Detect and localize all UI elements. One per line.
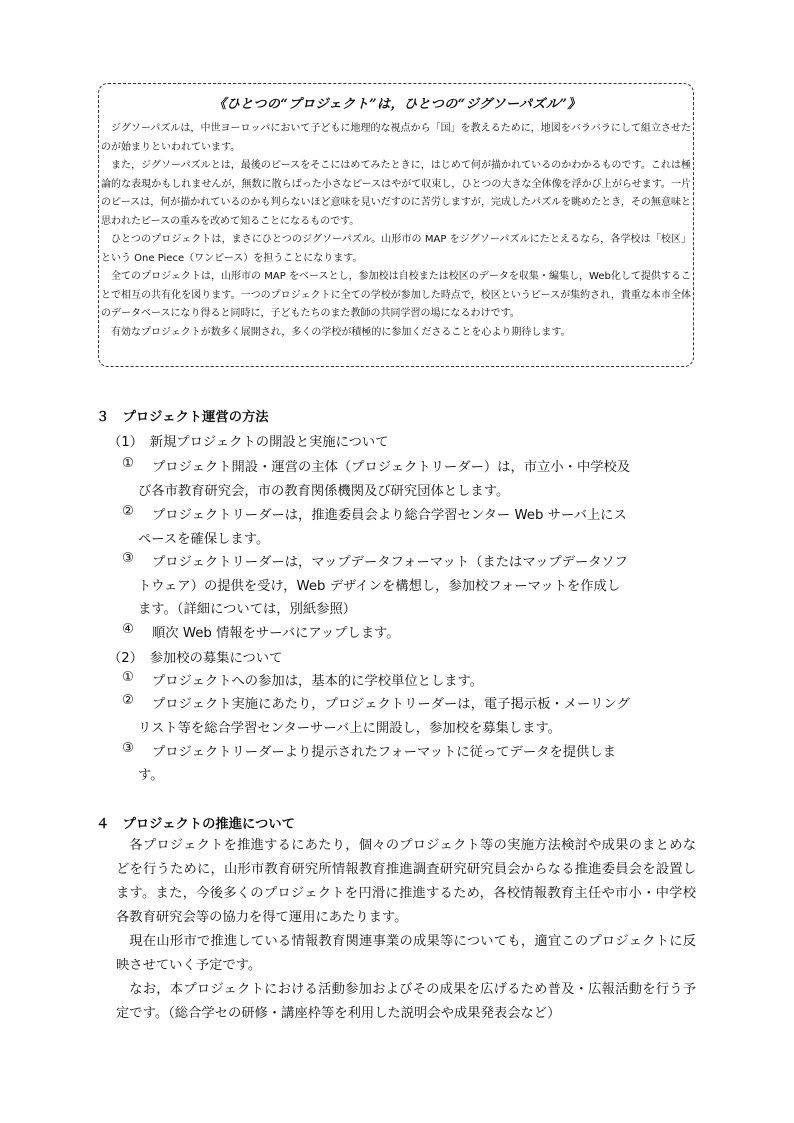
item-number: ③ [122,551,134,566]
item-number: ① [122,456,134,471]
item-text: プロジェクト実施にあたり，プロジェクトリーダーは，電子掲示板・メーリング [152,697,630,712]
item-text: ます。（詳細については，別紙参照） [138,602,357,617]
item-text: プロジェクトリーダーは，マップデータフォーマット（またはマップデータソフ [152,555,628,570]
intro-box-text [101,120,691,342]
intro-paragraph: 有効なプロジェクトが数多く展開され，多くの学校が積極的に参加くださることを心より期待します。 [111,326,571,338]
item-number: ① [122,670,134,685]
item-text: す。 [138,768,164,783]
body-paragraph: 現在山形市で推進している情報教育関連事業の成果等についても，適宜このプロジェクトに反映させていく予定です。 [116,934,696,973]
body-paragraph: なお，本プロジェクトにおける活動参加およびその成果を広げるため普及・広報活動を行う予定です。（総合学セの研修・講座枠等を利用した説明会や成果発表会など） [116,982,696,1021]
item-text: リスト等を総合学習センターサーバ上に開設し，参加校を募集します。 [138,721,561,736]
item-text: 順次 Web 情報をサーバにアップします。 [152,626,400,641]
body-paragraph: 各プロジェクトを推進するにあたり，個々のプロジェクト等の実施方法検討や成果のまとめなどを行うために，山形市教育研究所情報教育推進調査研究研究員会からなる推進委員会を設置します。また，今後多くのプロジェクトを円滑に推進するため，各校情報教育主任や市小・中学校各教育研究会等の協力を得て運用にあたります。 [116,838,696,925]
item-number: ④ [122,622,134,637]
item-text: トウェア）の提供を受け，Web デザインを構想し，参加校フォーマットを作成し [138,579,621,594]
item-text: ペースを確保します。 [138,532,270,547]
item-number: ② [122,504,134,519]
item-text: プロジェクトリーダーは，推進委員会より総合学習センター Web サーバ上にス [152,508,627,523]
intro-paragraph: ジグソーパズルは，中世ヨーロッパにおいて子どもに地理的な視点から「国」を教えるために，地図をバラバラにして組立させたのが始まりといわれています。 [101,123,691,153]
intro-paragraph: 全てのプロジェクトは，山形市の MAP をベースとし，参加校は自校または校区のデータを収集・編集し，Web化して提供することで相互の共有化を図ります。一つのプロジェクトに全ての学校が参加した時点で，校区というピースが集約され，貴重な本市全体のデータベースになり得ると同時に，子どもたちのまた教師の共同学習の場になるわけです。 [101,271,691,319]
item-number: ② [122,693,134,708]
section-3-heading: ３ プロジェクト運営の方法 [96,410,269,425]
section-4-heading: ４ プロジェクトの推進について [96,817,295,832]
item-text: プロジェクトリーダーより提示されたフォーマットに従ってデータを提供しま [152,745,616,760]
item-text: プロジェクト開設・運営の主体（プロジェクトリーダー）は，市立小・中学校及 [152,460,631,475]
item-text: プロジェクトへの参加は，基本的に学校単位とします。 [152,674,484,689]
section-4-body [116,834,696,1026]
intro-box-title: 《ひとつの“プロジェクト”は，ひとつの“ジグソーパズル”》 [213,97,581,112]
subsection-2-heading: （2） 参加校の募集について [108,651,283,666]
item-text: び各市教育研究会，市の教育関係機関及び研究団体とします。 [138,484,510,499]
subsection-1-heading: （1） 新規プロジェクトの開設と実施について [108,435,389,450]
item-number: ③ [122,741,134,756]
intro-paragraph: また，ジグソーパズルとは，最後のピースをそこにはめてみたときに，はじめて何が描かれているのかわかるものです。これは極論的な表現かもしれませんが，無数に散らばった小さなピースはやがて収束し，ひとつの大きな全体像を浮かび上がらせます。一片のピースは，何が描かれているのかも判らないほど意味を見いだすのに苦労しますが，完成したパズルを眺めたとき，その無意味と思われたピースの重みを改めて知ることになるものです。 [101,160,691,227]
intro-paragraph: ひとつのプロジェクトは，まさにひとつのジグソーパズル。山形市の MAP をジグソーパズルにたとえるなら，各学校は「校区」という One Piece（ワンピース）を担うことになります。 [101,234,691,264]
